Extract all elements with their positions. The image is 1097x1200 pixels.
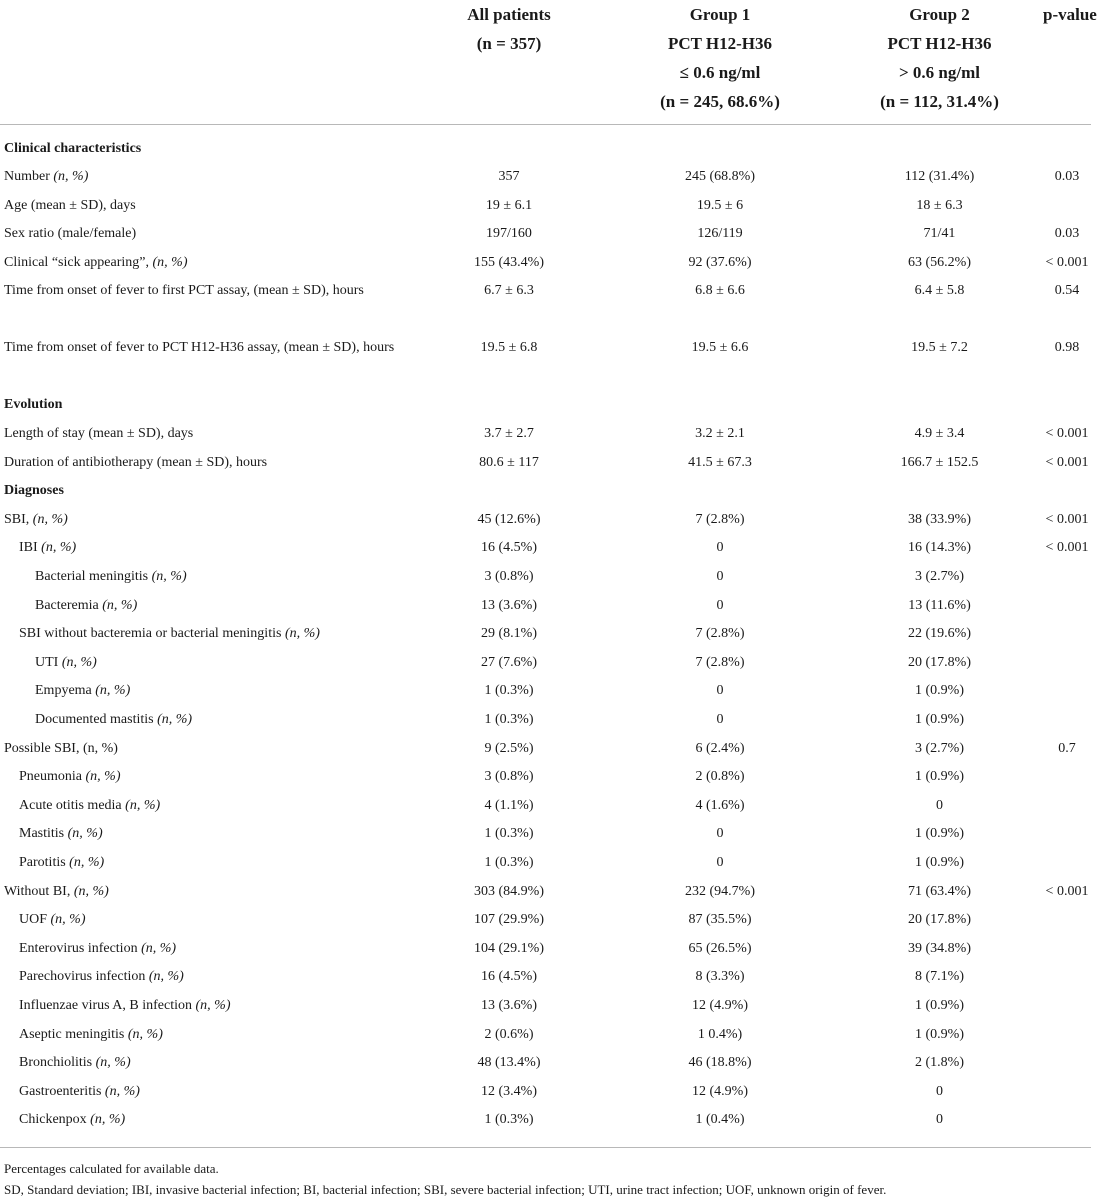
cell-group-1: 7 (2.8%) bbox=[695, 626, 745, 642]
row-label-text: UOF bbox=[19, 912, 48, 928]
cell-group-2: 0 bbox=[936, 1112, 943, 1128]
header-g1-line-3: ≤ 0.6 ng/ml bbox=[679, 63, 761, 82]
cell-all-patients: 1 (0.3%) bbox=[484, 712, 534, 727]
row-label-text: Time from onset of fever to first PCT assay, (mean ± SD), hours bbox=[4, 283, 364, 299]
cell-group-2: 166.7 ± 152.5 bbox=[900, 454, 979, 470]
cell-p-value bbox=[1043, 849, 1091, 878]
cell-all-patients: 4 (1.1%) bbox=[484, 797, 534, 813]
row-label-qualifier: (n, %) bbox=[137, 940, 177, 956]
cell-p-value bbox=[1043, 992, 1091, 1021]
cell-group-1: 12 (4.9%) bbox=[692, 997, 748, 1013]
row-label-qualifier: (n, %) bbox=[101, 1083, 140, 1099]
cell-p-value bbox=[1043, 935, 1091, 964]
row-label-qualifier: (n, %) bbox=[58, 654, 97, 670]
footnote-percentages: Percentages calculated for available data. bbox=[4, 1160, 219, 1176]
cell-group-2: 1 (0.9%) bbox=[915, 1026, 964, 1042]
row-label-text: Bronchiolitis bbox=[19, 1055, 93, 1071]
cell-p-value bbox=[1043, 763, 1091, 792]
cell-group-2: 16 (14.3%) bbox=[908, 540, 971, 556]
table-row bbox=[0, 735, 1091, 764]
cell-group-2: 18 ± 6.3 bbox=[916, 197, 963, 213]
cell-all-patients: 1 (0.3%) bbox=[484, 1112, 534, 1128]
cell-all-patients: 197/160 bbox=[486, 226, 532, 242]
cell-p-value: 0.54 bbox=[1054, 283, 1080, 299]
table-row bbox=[0, 249, 1091, 278]
cell-group-1: 3.2 ± 2.1 bbox=[695, 426, 745, 442]
row-label bbox=[0, 677, 414, 706]
cell-group-2: 71 (63.4%) bbox=[908, 883, 971, 899]
table-row bbox=[0, 1021, 1091, 1050]
cell-group-2: 63 (56.2%) bbox=[908, 254, 971, 270]
cell-p-value bbox=[1043, 592, 1091, 621]
cell-group-1: 41.5 ± 67.3 bbox=[688, 454, 752, 470]
row-label-qualifier: (n, %) bbox=[281, 626, 320, 642]
header-g2-line-1: Group 2 bbox=[909, 5, 970, 24]
row-label-text: Enterovirus infection bbox=[19, 940, 138, 956]
row-label-qualifier: (n, %) bbox=[148, 569, 187, 585]
cell-group-1: 0 bbox=[716, 712, 724, 727]
cell-p-value: < 0.001 bbox=[1045, 540, 1089, 556]
cell-group-1: 0 bbox=[716, 597, 724, 613]
cell-all-patients: 80.6 ± 117 bbox=[479, 454, 539, 470]
cell-all-patients: 29 (8.1%) bbox=[481, 626, 537, 642]
row-label bbox=[0, 935, 414, 964]
row-label-text: Time from onset of fever to PCT H12-H36 assay, (mean ± SD), hours bbox=[4, 340, 395, 356]
cell-group-1: 1 (0.4%) bbox=[695, 1112, 745, 1128]
table-row bbox=[0, 1049, 1091, 1078]
header-g1-line-2: PCT H12-H36 bbox=[667, 34, 773, 53]
header-g2-line-3: > 0.6 ng/ml bbox=[899, 63, 980, 82]
table-row bbox=[0, 592, 1091, 621]
table-row bbox=[0, 677, 1091, 706]
section-heading: Diagnoses bbox=[4, 483, 64, 499]
row-label-text: Parotitis bbox=[19, 854, 66, 870]
table-row bbox=[0, 963, 1091, 992]
row-label-qualifier: (n, %) bbox=[91, 683, 131, 699]
row-label bbox=[0, 534, 414, 563]
cell-group-1: 7 (2.8%) bbox=[695, 654, 745, 670]
table-row bbox=[0, 534, 1091, 563]
cell-all-patients: 2 (0.6%) bbox=[484, 1026, 534, 1042]
cell-p-value: < 0.001 bbox=[1045, 254, 1089, 270]
row-label-qualifier: (n, %) bbox=[92, 1055, 131, 1071]
cell-group-2: 71/41 bbox=[923, 226, 956, 242]
row-label-text: Bacterial meningitis bbox=[35, 569, 149, 585]
cell-group-1: 6.8 ± 6.6 bbox=[695, 283, 745, 299]
row-label-text: SBI without bacteremia or bacterial meningitis bbox=[19, 626, 282, 642]
cell-all-patients: 19.5 ± 6.8 bbox=[480, 340, 538, 356]
cell-p-value bbox=[1043, 192, 1091, 221]
cell-p-value: < 0.001 bbox=[1045, 426, 1089, 442]
row-label-qualifier: (n, %) bbox=[29, 511, 68, 527]
row-label-qualifier: (n, %) bbox=[86, 1112, 126, 1128]
row-label bbox=[0, 849, 414, 878]
row-label-text: Empyema bbox=[35, 683, 92, 699]
row-label-qualifier: (n, %) bbox=[65, 854, 105, 870]
row-label bbox=[0, 449, 414, 478]
cell-p-value bbox=[1043, 1021, 1091, 1050]
table-row bbox=[0, 563, 1091, 592]
cell-all-patients: 16 (4.5%) bbox=[481, 540, 537, 556]
cell-group-2: 0 bbox=[936, 1083, 943, 1099]
cell-all-patients: 3 (0.8%) bbox=[484, 769, 534, 785]
cell-all-patients: 9 (2.5%) bbox=[484, 740, 534, 756]
cell-p-value bbox=[1043, 1078, 1091, 1107]
row-label-text: Documented mastitis bbox=[35, 712, 154, 727]
cell-group-1: 0 bbox=[716, 854, 724, 870]
cell-p-value bbox=[1043, 963, 1091, 992]
table-row bbox=[0, 192, 1091, 221]
row-label-qualifier: (n, %) bbox=[98, 597, 138, 613]
cell-group-1: 0 bbox=[716, 569, 724, 585]
cell-group-2: 13 (11.6%) bbox=[908, 597, 971, 613]
header-p-value: p-value bbox=[1043, 0, 1091, 124]
row-label bbox=[0, 592, 414, 621]
table-row bbox=[0, 906, 1091, 935]
row-label-qualifier: (n, %) bbox=[37, 540, 77, 556]
row-label-text: Pneumonia bbox=[19, 769, 82, 785]
cell-group-1: 126/119 bbox=[697, 226, 743, 242]
table-row bbox=[0, 163, 1091, 192]
cell-all-patients: 1 (0.3%) bbox=[484, 826, 534, 842]
table-row bbox=[0, 334, 1091, 391]
row-label-qualifier: (n, %) bbox=[82, 769, 121, 785]
row-label-text: UTI bbox=[35, 654, 59, 670]
cell-all-patients: 104 (29.1%) bbox=[474, 940, 544, 956]
cell-group-2: 1 (0.9%) bbox=[915, 712, 964, 727]
cell-all-patients: 48 (13.4%) bbox=[477, 1055, 541, 1071]
row-label bbox=[0, 1078, 414, 1107]
cell-group-1: 46 (18.8%) bbox=[688, 1055, 752, 1071]
cell-all-patients: 155 (43.4%) bbox=[474, 254, 544, 270]
cell-group-1: 0 bbox=[716, 683, 724, 699]
row-label-qualifier: (n, %) bbox=[149, 254, 188, 270]
cell-p-value bbox=[1043, 792, 1091, 821]
row-label-qualifier: (n, %) bbox=[64, 826, 103, 842]
row-label-text: Aseptic meningitis bbox=[19, 1026, 125, 1042]
table-header bbox=[0, 0, 1097, 124]
cell-p-value: < 0.001 bbox=[1045, 883, 1089, 899]
cell-all-patients: 3.7 ± 2.7 bbox=[484, 426, 534, 442]
row-label bbox=[0, 820, 414, 849]
cell-p-value bbox=[1043, 620, 1091, 649]
row-label-text: Influenzae virus A, B infection bbox=[19, 997, 193, 1013]
row-label bbox=[0, 763, 414, 792]
cell-all-patients: 357 bbox=[498, 169, 520, 185]
cell-group-2: 22 (19.6%) bbox=[908, 626, 971, 642]
cell-group-1: 0 bbox=[716, 540, 724, 556]
cell-group-2: 38 (33.9%) bbox=[908, 511, 971, 527]
cell-all-patients: 19 ± 6.1 bbox=[485, 197, 533, 213]
table-row bbox=[0, 706, 1091, 735]
cell-all-patients: 6.7 ± 6.3 bbox=[484, 283, 534, 299]
table-row bbox=[0, 820, 1091, 849]
cell-group-2: 2 (1.8%) bbox=[915, 1055, 964, 1071]
row-label-text: Without BI, bbox=[4, 883, 71, 899]
row-label-text: SBI, bbox=[4, 511, 30, 527]
row-label-text: Mastitis bbox=[19, 826, 65, 842]
header-group-2 bbox=[836, 0, 1043, 124]
table-row bbox=[0, 449, 1091, 478]
row-label-text: Chickenpox bbox=[19, 1112, 87, 1128]
row-label bbox=[0, 706, 414, 735]
row-label-qualifier: (n, %) bbox=[145, 969, 184, 985]
header-all-patients bbox=[414, 0, 604, 124]
cell-p-value: 0.03 bbox=[1054, 169, 1080, 185]
cell-group-1: 0 bbox=[716, 826, 724, 842]
cell-group-2: 4.9 ± 3.4 bbox=[914, 426, 965, 442]
table-row bbox=[0, 878, 1091, 907]
table-footnotes bbox=[0, 1147, 1091, 1200]
header-group-1 bbox=[604, 0, 836, 124]
row-label-qualifier: (n, %) bbox=[124, 1026, 163, 1042]
row-label bbox=[0, 649, 414, 678]
header-g1-line-1: Group 1 bbox=[689, 5, 751, 24]
row-label bbox=[0, 963, 414, 992]
cell-group-2: 8 (7.1%) bbox=[915, 969, 964, 985]
row-label bbox=[0, 420, 414, 449]
row-label bbox=[0, 506, 414, 535]
table-row bbox=[0, 1106, 1091, 1135]
header-all-line-2: (n = 357) bbox=[476, 34, 542, 53]
row-label bbox=[0, 220, 414, 249]
row-label bbox=[0, 1106, 414, 1135]
row-label bbox=[0, 1021, 414, 1050]
cell-all-patients: 13 (3.6%) bbox=[481, 997, 537, 1013]
cell-group-2: 1 (0.9%) bbox=[915, 826, 964, 842]
row-label bbox=[0, 563, 414, 592]
table-row bbox=[0, 649, 1091, 678]
row-label-text: Possible SBI, (n, %) bbox=[4, 740, 118, 756]
row-label-qualifier: (n, %) bbox=[153, 712, 193, 727]
cell-all-patients: 1 (0.3%) bbox=[484, 854, 534, 870]
cell-group-2: 1 (0.9%) bbox=[915, 769, 964, 785]
table-row bbox=[0, 763, 1091, 792]
cell-p-value: 0.03 bbox=[1054, 226, 1080, 242]
section-row bbox=[0, 391, 1091, 420]
row-label bbox=[0, 334, 414, 391]
cell-group-2: 20 (17.8%) bbox=[908, 654, 971, 670]
row-label-text: Length of stay (mean ± SD), days bbox=[4, 426, 194, 442]
cell-group-1: 7 (2.8%) bbox=[695, 511, 745, 527]
row-label-text: Sex ratio (male/female) bbox=[4, 226, 137, 242]
cell-group-1: 19.5 ± 6 bbox=[696, 197, 744, 213]
row-label-text: IBI bbox=[19, 540, 38, 556]
section-heading: Clinical characteristics bbox=[4, 140, 142, 156]
cell-group-2: 20 (17.8%) bbox=[908, 912, 971, 928]
cell-group-2: 39 (34.8%) bbox=[908, 940, 971, 956]
cell-p-value: 0.7 bbox=[1058, 740, 1076, 756]
row-label bbox=[0, 192, 414, 221]
row-label-text: Clinical “sick appearing”, bbox=[4, 254, 149, 270]
cell-p-value bbox=[1043, 563, 1091, 592]
cell-p-value bbox=[1043, 1106, 1091, 1135]
cell-group-1: 1 0.4%) bbox=[697, 1026, 743, 1042]
cell-group-1: 232 (94.7%) bbox=[685, 883, 755, 899]
row-label-qualifier: (n, %) bbox=[49, 169, 89, 185]
cell-group-2: 0 bbox=[936, 797, 943, 813]
cell-group-2: 1 (0.9%) bbox=[915, 997, 964, 1013]
cell-group-1: 6 (2.4%) bbox=[695, 740, 745, 756]
cell-p-value bbox=[1043, 1049, 1091, 1078]
row-label-qualifier: (n, %) bbox=[192, 997, 231, 1013]
cell-p-value: < 0.001 bbox=[1045, 454, 1089, 470]
cell-p-value bbox=[1043, 649, 1091, 678]
table-row bbox=[0, 792, 1091, 821]
row-label-qualifier: (n, %) bbox=[47, 912, 86, 928]
section-row bbox=[0, 124, 1091, 163]
row-label bbox=[0, 620, 414, 649]
row-label bbox=[0, 992, 414, 1021]
cell-p-value: 0.98 bbox=[1054, 340, 1080, 356]
section-heading: Evolution bbox=[4, 397, 63, 413]
row-label-text: Acute otitis media bbox=[19, 797, 122, 813]
cell-group-2: 3 (2.7%) bbox=[915, 569, 964, 585]
row-label bbox=[0, 1049, 414, 1078]
cell-group-1: 12 (4.9%) bbox=[692, 1083, 748, 1099]
table-row bbox=[0, 420, 1091, 449]
table-row bbox=[0, 849, 1091, 878]
cell-p-value bbox=[1043, 820, 1091, 849]
cell-all-patients: 27 (7.6%) bbox=[481, 654, 537, 670]
row-label bbox=[0, 906, 414, 935]
cell-all-patients: 3 (0.8%) bbox=[484, 569, 534, 585]
row-label bbox=[0, 792, 414, 821]
cell-p-value bbox=[1043, 677, 1091, 706]
table-row bbox=[0, 506, 1091, 535]
table-body bbox=[0, 124, 1091, 1135]
row-label-qualifier: (n, %) bbox=[70, 883, 109, 899]
row-label bbox=[0, 249, 414, 278]
section-row bbox=[0, 477, 1091, 506]
cell-group-2: 112 (31.4%) bbox=[904, 169, 975, 185]
header-g1-line-4: (n = 245, 68.6%) bbox=[660, 92, 780, 111]
row-label bbox=[0, 277, 414, 334]
cell-group-1: 19.5 ± 6.6 bbox=[691, 340, 749, 356]
cell-group-2: 6.4 ± 5.8 bbox=[914, 283, 965, 299]
table-row bbox=[0, 220, 1091, 249]
header-all-line-1: All patients bbox=[467, 5, 551, 24]
row-label-text: Parechovirus infection bbox=[19, 969, 146, 985]
cell-group-2: 3 (2.7%) bbox=[915, 740, 964, 756]
header-label-cell bbox=[0, 0, 414, 124]
cell-p-value bbox=[1043, 706, 1091, 735]
row-label-qualifier: (n, %) bbox=[121, 797, 161, 813]
row-label-text: Duration of antibiotherapy (mean ± SD), hours bbox=[4, 454, 268, 470]
cell-all-patients: 13 (3.6%) bbox=[481, 597, 537, 613]
row-label bbox=[0, 878, 414, 907]
cell-group-1: 8 (3.3%) bbox=[695, 969, 745, 985]
cell-all-patients: 45 (12.6%) bbox=[477, 511, 541, 527]
cell-all-patients: 1 (0.3%) bbox=[484, 683, 534, 699]
cell-all-patients: 12 (3.4%) bbox=[481, 1083, 537, 1099]
cell-group-1: 245 (68.8%) bbox=[685, 169, 755, 185]
cell-group-1: 92 (37.6%) bbox=[688, 254, 752, 270]
cell-group-2: 1 (0.9%) bbox=[915, 683, 964, 699]
cell-p-value: < 0.001 bbox=[1045, 511, 1089, 527]
cell-p-value bbox=[1043, 906, 1091, 935]
row-label-text: Age (mean ± SD), days bbox=[4, 197, 136, 213]
cell-group-1: 4 (1.6%) bbox=[695, 797, 745, 813]
table-row bbox=[0, 620, 1091, 649]
cell-all-patients: 303 (84.9%) bbox=[474, 883, 544, 899]
table-row bbox=[0, 935, 1091, 964]
row-label-text: Bacteremia bbox=[35, 597, 99, 613]
cell-group-1: 87 (35.5%) bbox=[688, 912, 752, 928]
row-label bbox=[0, 163, 414, 192]
cell-group-1: 65 (26.5%) bbox=[688, 940, 752, 956]
footnote-abbreviations: SD, Standard deviation; IBI, invasive bacterial infection; BI, bacterial infection; SBI, severe bacterial infection; UTI, urine tract infection; UOF, unknown origin of fever. bbox=[4, 1181, 887, 1197]
cell-group-2: 19.5 ± 7.2 bbox=[911, 340, 968, 356]
cell-all-patients: 107 (29.9%) bbox=[474, 912, 544, 928]
cell-all-patients: 16 (4.5%) bbox=[481, 969, 537, 985]
cell-group-2: 1 (0.9%) bbox=[915, 854, 964, 870]
table-row bbox=[0, 277, 1091, 334]
cell-group-1: 2 (0.8%) bbox=[695, 769, 745, 785]
table-row bbox=[0, 1078, 1091, 1107]
header-g2-line-2: PCT H12-H36 bbox=[887, 34, 992, 53]
table-row bbox=[0, 992, 1091, 1021]
row-label-text: Gastroenteritis bbox=[19, 1083, 102, 1099]
row-label-text: Number bbox=[4, 169, 50, 185]
row-label bbox=[0, 735, 414, 764]
header-g2-line-4: (n = 112, 31.4%) bbox=[880, 92, 999, 111]
